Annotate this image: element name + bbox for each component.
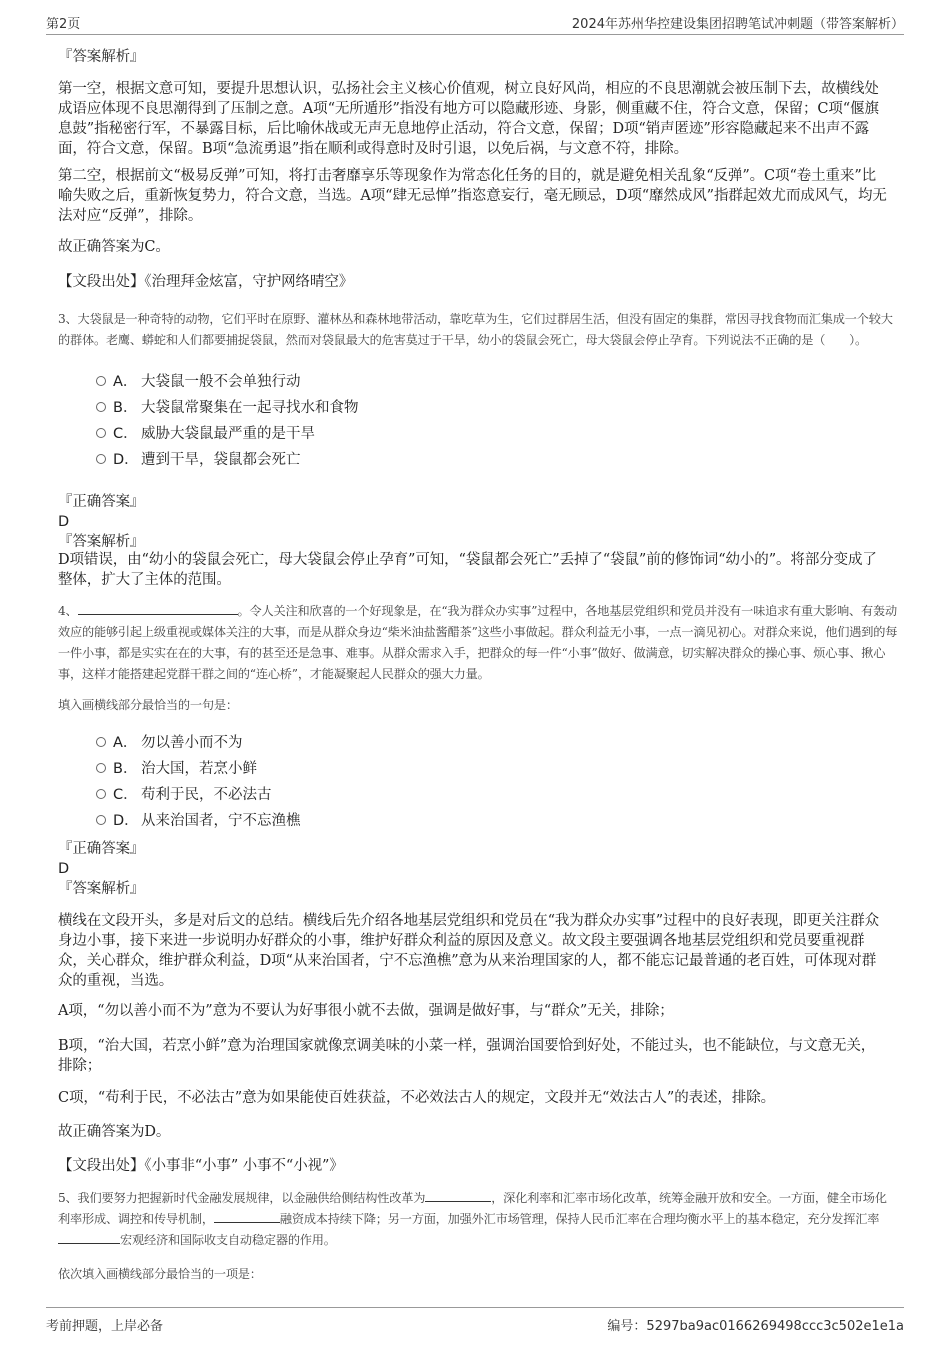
radio-icon (96, 376, 106, 386)
q4-option-d[interactable]: D． 从来治国者，宁不忘渔樵 (96, 810, 301, 832)
q4-option-a[interactable]: A． 勿以善小而不为 (96, 732, 243, 754)
q4-answer: D (58, 861, 70, 877)
radio-icon (96, 789, 106, 799)
q3-answer: D (58, 514, 70, 530)
q3-analysis: D项错误，由“幼小的袋鼠会死亡，母大袋鼠会停止孕育”可知，“袋鼠都会死亡”丢掉了“袋鼠”前的修饰词“幼小的”。将部分变成了整体，扩大了主体的范围。 (58, 552, 877, 588)
q4-source: 【文段出处】《小事非“小事” 小事不“小视”》 (58, 1158, 344, 1174)
q4-option-c[interactable]: C． 苟利于民，不必法古 (96, 784, 272, 806)
q5-stem: 5、我们要努力把握新时代金融发展规律，以金融供给侧结构性改革为 ，深化利率和汇率市场化改革，统筹金融开放和安全。一方面，健全市场化利率形成、调控和传导机制， 融资成本持续下降；另一方面，加强外汇市场管理，保持人民币汇率在合理均衡水平上的基本稳定，充分发挥汇率宏观经济和国际收支自动稳定器的作用。 (58, 1191, 887, 1247)
radio-icon (96, 454, 106, 464)
q4-analysis-label: 『答案解析』 (58, 881, 145, 897)
radio-icon (96, 428, 106, 438)
q3-option-d[interactable]: D． 遭到干旱，袋鼠都会死亡 (96, 449, 301, 471)
q2-analysis-para2: 第二空，根据前文“极易反弹”可知，将打击奢靡享乐等现象作为常态化任务的目的，就是避免相关乱象“反弹”。C项“卷土重来”比喻失败之后，重新恢复势力，符合文意，当选。A项“肆无忌惮”指恣意妄行，毫无顾忌，D项“靡然成风”指群起效尤而成风气，均无法对应“反弹”，排除。 (58, 168, 887, 224)
q4-answer-label: 『正确答案』 (58, 841, 145, 857)
q3-analysis-label: 『答案解析』 (58, 534, 145, 550)
radio-icon (96, 763, 106, 773)
q2-source: 【文段出处】《治理拜金炫富，守护网络晴空》 (58, 274, 354, 290)
q4-option-b[interactable]: B． 治大国，若烹小鲜 (96, 758, 257, 780)
q2-conclusion: 故正确答案为C。 (58, 239, 170, 255)
document-code: 编号：5297ba9ac0166269498ccc3c502e1e1a (607, 1319, 904, 1334)
q2-analysis-label: 『答案解析』 (58, 49, 145, 65)
q4-prompt: 填入画横线部分最恰当的一句是： (58, 698, 238, 712)
radio-icon (96, 815, 106, 825)
q2-analysis-para1: 第一空，根据文意可知，要提升思想认识，弘扬社会主义核心价值观，树立良好风尚，相应的不良思潮就会被压制下去，故横线处成语应体现不良思潮得到了压制之意。A项“无所遁形”指没有地方可以隐藏形迹、身影，侧重藏不住，符合文意，保留；C项“偃旗息鼓”指秘密行军，不暴露目标，后比喻休战或无声无息地停止活动，符合文意，保留；D项“销声匿迹”形容隐藏起来不出声不露面，符合文意，保留。B项“急流勇退”指在顺利或得意时及时引退，以免后祸，与文意不符，排除。 (58, 81, 879, 157)
q4-analysis-a: A项，“勿以善小而不为”意为不要认为好事很小就不去做，强调是做好事，与“群众”无关，排除； (58, 1003, 674, 1019)
q4-analysis-main: 横线在文段开头，多是对后文的总结。横线后先介绍各地基层党组织和党员在“我为群众办实事”过程中的良好表现，即更关注群众身边小事，接下来进一步说明办好群众的小事，维护好群众利益的原因及意义。故文段主要强调各地基层党组织和党员要重视群众，关心群众，维护群众利益，D项“从来治国者，宁不忘渔樵”意为从来治理国家的人，都不能忘记最普通的老百姓，可体现对群众的重视，当选。 (58, 913, 880, 989)
q5-blank-2 (214, 1210, 280, 1223)
q3-option-b[interactable]: B． 大袋鼠常聚集在一起寻找水和食物 (96, 397, 359, 419)
q4-stem-block (58, 601, 898, 685)
radio-icon (96, 402, 106, 412)
q3-option-c[interactable]: C． 威胁大袋鼠最严重的是干旱 (96, 423, 315, 445)
q3-answer-label: 『正确答案』 (58, 494, 145, 510)
q3-stem: 3、大袋鼠是一种奇特的动物，它们平时在原野、灌林丛和森林地带活动，靠吃草为生，它们过群居生活，但没有固定的集群，常因寻找食物而汇集成一个较大的群体。老鹰、蟒蛇和人们都要捕捉袋鼠，然而对袋鼠最大的危害莫过于干旱，幼小的袋鼠会死亡，母大袋鼠会停止孕育。下列说法不正确的是（ ）。 (58, 312, 893, 347)
q5-blank-3 (58, 1231, 120, 1244)
q4-analysis-c: C项，“苟利于民，不必法古”意为如果能使百姓获益，不必效法古人的规定，文段并无“效法古人”的表述，排除。 (58, 1090, 776, 1106)
radio-icon (96, 737, 106, 747)
footer-slogan: 考前押题，上岸必备 (46, 1319, 164, 1334)
q5-prompt: 依次填入画横线部分最恰当的一项是： (58, 1267, 262, 1281)
q4-stem: 。令人关注和欣喜的一个好现象是，在“我为群众办实事”过程中，各地基层党组织和党员并没有一味追求有重大影响、有轰动效应的能够引起上级重视或媒体关注的大事，而是从群众身边“柴米油盐酱醋茶”这些小事做起。群众利益无小事，一点一滴见初心。对群众来说，他们遇到的每一件小事，都是实实在在的大事，有的甚至还是急事、难事。从群众需求入手，把群众的每一件“小事”做好、做满意，切实解决群众的操心事、烦心事、揪心事，这样才能搭建起党群干群之间的“连心桥”，才能凝聚起人民群众的强大力量。 (58, 604, 898, 681)
page-number: 第2页 (46, 17, 81, 32)
q4-conclusion: 故正确答案为D。 (58, 1124, 171, 1140)
q3-option-a[interactable]: A． 大袋鼠一般不会单独行动 (96, 371, 301, 393)
document-title: 2024年苏州华控建设集团招聘笔试冲刺题（带答案解析） (571, 17, 904, 32)
q4-analysis-b: B项，“治大国，若烹小鲜”意为治理国家就像烹调美味的小菜一样，强调治国要恰到好处，不能过头，也不能缺位，与文意无关，排除； (58, 1038, 876, 1074)
q4-number: 4、 (58, 604, 78, 618)
page-footer (46, 1307, 904, 1334)
q4-blank (78, 602, 238, 615)
page-header (46, 10, 904, 35)
q5-blank-1 (425, 1189, 491, 1202)
